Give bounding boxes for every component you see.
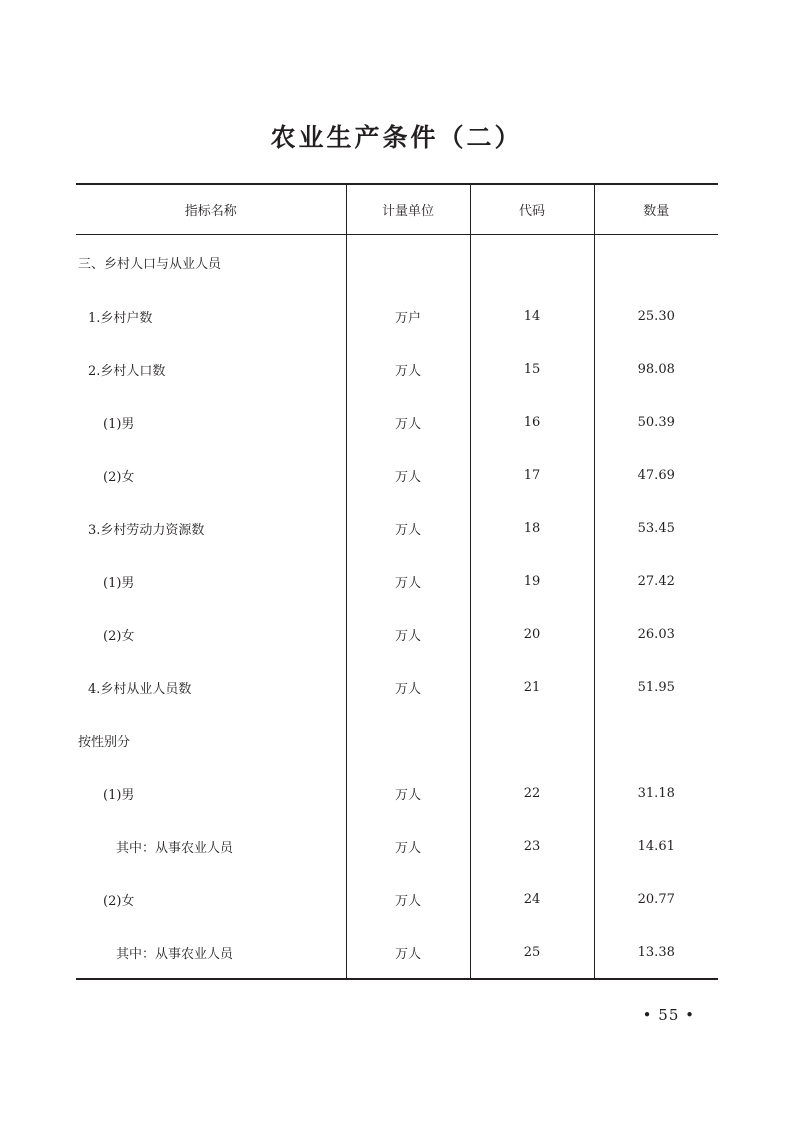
row-name: (1)男 — [103, 788, 135, 803]
row-unit: 万人 — [346, 502, 470, 555]
row-value: 50.39 — [594, 396, 718, 449]
row-value: 13.38 — [594, 926, 718, 979]
row-code: 23 — [470, 820, 594, 873]
row-unit: 万人 — [346, 661, 470, 714]
header-value: 数量 — [594, 184, 718, 234]
row-value: 98.08 — [594, 343, 718, 396]
row-value: 14.61 — [594, 820, 718, 873]
statistics-table — [76, 183, 718, 980]
row-code: 21 — [470, 661, 594, 714]
table-row — [76, 661, 718, 714]
row-unit: 万人 — [346, 767, 470, 820]
row-unit — [346, 714, 470, 767]
row-unit: 万人 — [346, 820, 470, 873]
row-code: 14 — [470, 290, 594, 343]
page-number: • 55 • — [642, 1006, 695, 1024]
row-unit — [346, 234, 470, 290]
row-code: 22 — [470, 767, 594, 820]
table-row — [76, 767, 718, 820]
table-row — [76, 343, 718, 396]
row-name: (2)女 — [103, 470, 135, 485]
row-code — [470, 234, 594, 290]
row-unit: 万人 — [346, 926, 470, 979]
row-unit: 万人 — [346, 449, 470, 502]
table-row — [76, 290, 718, 343]
row-name: 3.乡村劳动力资源数 — [88, 523, 205, 538]
row-unit: 万户 — [346, 290, 470, 343]
row-unit: 万人 — [346, 396, 470, 449]
row-name: 其中：从事农业人员 — [76, 926, 346, 979]
page-title: 农业生产条件（二） — [270, 123, 523, 152]
row-unit: 万人 — [346, 343, 470, 396]
row-value: 27.42 — [594, 555, 718, 608]
table-row — [76, 396, 718, 449]
row-name: 1.乡村户数 — [88, 311, 153, 326]
table-row — [76, 714, 718, 767]
table-row — [76, 502, 718, 555]
row-name: 2.乡村人口数 — [88, 364, 166, 379]
row-code: 17 — [470, 449, 594, 502]
row-value — [594, 234, 718, 290]
row-code — [470, 714, 594, 767]
row-value: 53.45 — [594, 502, 718, 555]
row-value: 20.77 — [594, 873, 718, 926]
row-value: 25.30 — [594, 290, 718, 343]
row-value — [594, 714, 718, 767]
row-name: 三、乡村人口与从业人员 — [78, 256, 222, 272]
row-code: 20 — [470, 608, 594, 661]
row-value: 51.95 — [594, 661, 718, 714]
table-row — [76, 820, 718, 873]
statistics-table-container — [76, 183, 718, 980]
table-row — [76, 926, 718, 979]
header-unit: 计量单位 — [346, 184, 470, 234]
row-name: 按性别分 — [78, 735, 131, 750]
table-row — [76, 873, 718, 926]
table-row — [76, 234, 718, 290]
row-unit: 万人 — [346, 608, 470, 661]
row-code: 15 — [470, 343, 594, 396]
table-row — [76, 449, 718, 502]
row-name: (2)女 — [103, 629, 135, 644]
header-code: 代码 — [470, 184, 594, 234]
row-unit: 万人 — [346, 873, 470, 926]
row-name: 其中：从事农业人员 — [116, 841, 234, 856]
row-code: 25 — [470, 926, 594, 979]
row-name: (1)男 — [103, 417, 135, 432]
row-code: 18 — [470, 502, 594, 555]
row-code: 19 — [470, 555, 594, 608]
header-name: 指标名称 — [76, 184, 346, 234]
row-code: 24 — [470, 873, 594, 926]
row-code: 16 — [470, 396, 594, 449]
row-unit: 万人 — [346, 555, 470, 608]
row-value: 31.18 — [594, 767, 718, 820]
row-value: 26.03 — [594, 608, 718, 661]
row-name: (1)男 — [103, 576, 135, 591]
row-value: 47.69 — [594, 449, 718, 502]
row-name: (2)女 — [103, 894, 135, 909]
table-row — [76, 608, 718, 661]
table-header-row — [76, 184, 718, 234]
row-name: 4.乡村从业人员数 — [88, 682, 192, 697]
table-row — [76, 555, 718, 608]
